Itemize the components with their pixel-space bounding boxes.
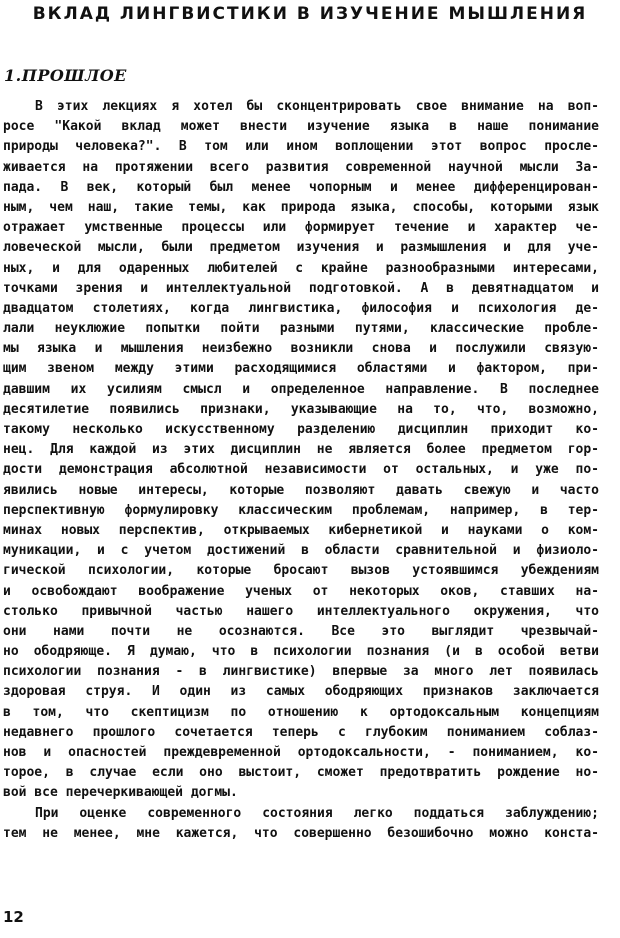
text-line: нец. Для каждой из этих дисциплин не является более предметом гор- <box>3 442 599 458</box>
text-line: двадцатом столетиях, когда лингвистика, философия и психология де- <box>3 300 599 316</box>
text-line: ных, и для одаренных любителей с крайне разнообразными интересами, <box>3 260 599 276</box>
text-line: вой все перечеркивающей догмы. <box>3 785 238 801</box>
text-line: десятилетие появились признаки, указывающие на то, что, возможно, <box>3 401 599 417</box>
text-line: В этих лекциях я хотел бы сконцентрировать свое внимание на воп- <box>35 99 599 114</box>
text-line: точками зрения и интеллектуальной подготовкой. А в девятнадцатом и <box>3 280 599 296</box>
text-line: отражает умственные процессы или формирует течение и характер че- <box>3 220 599 236</box>
text-line: гической психологии, которые бросают вызов устоявшимся убеждениям <box>3 563 599 579</box>
text-line: психологии познания - в лингвистике) впервые за много лет появилась <box>3 664 599 680</box>
text-line: пада. В век, который был менее чопорным и менее дифференцирован- <box>3 179 599 195</box>
text-line: но ободряюще. Я думаю, что в психологии познания (и в особой ветви <box>3 644 599 660</box>
text-line: дости демонстрация абсолютной независимости от остальных, и уже по- <box>3 462 599 478</box>
text-line: явились новые интересы, которые позволяют давать свежую и часто <box>3 482 599 498</box>
text-line: недавнего прошлого сочетается теперь с глубоким пониманием соблаз- <box>3 724 599 740</box>
text-line: нов и опасностей преждевременной ортодоксальности, - пониманием, ко- <box>3 745 599 760</box>
text-line: щим звеном между этими расходящимися областями и фактором, при- <box>3 361 599 377</box>
text-line: в том, что скептицизм по отношению к ортодоксальным концепциям <box>3 704 599 720</box>
text-line: лали неуклюжие попытки пойти разными путями, классические пробле- <box>3 321 599 337</box>
text-line: столько привычной частью нашего интеллектуального окружения, что <box>3 603 599 619</box>
text-line: ловеческой мысли, были предметом изучения и размышления и для уче- <box>3 240 599 256</box>
text-line: и освобождают воображение ученых от некоторых оков, ставших на- <box>3 583 599 599</box>
page-number: 12 <box>3 908 24 926</box>
text-line: муникации, и с учетом достижений в области сравнительной и физиоло- <box>3 543 599 559</box>
text-line: они нами почти не осознаются. Все это выглядит чрезвычай- <box>3 623 599 639</box>
text-line: живается на протяжении всего развития современной научной мысли За- <box>3 159 599 175</box>
text-line: тем не менее, мне кажется, что совершенно безошибочно можно конста- <box>3 825 599 841</box>
text-line: здоровая струя. И один из самых ободряющих признаков заключается <box>3 684 599 700</box>
body-text <box>3 97 599 844</box>
text-line: росе "Какой вклад может внести изучение языка в наше понимание <box>3 119 599 135</box>
text-line: При оценке современного состояния легко поддаться заблуждению; <box>35 805 599 821</box>
text-line: перспективную формулировку классическим проблемам, например, в тер- <box>3 502 599 518</box>
text-line: торое, в случае если оно выстоит, сможет предотвратить рождение но- <box>3 765 599 781</box>
section-heading: 1.ПРОШЛОЕ <box>4 66 127 85</box>
text-line: природы человека?". В том или ином воплощении этот вопрос прослe- <box>3 139 599 155</box>
text-line: минах новых перспектив, открываемых кибернетикой и науками о ком- <box>3 522 599 538</box>
text-line: такому несколько искусственному разделению дисциплин приходит ко- <box>3 422 599 437</box>
text-line: мы языка и мышления неизбежно возникли снова и послужили связую- <box>3 341 599 357</box>
text-line: ным, чем наш, такие темы, как природа языка, способы, которыми язык <box>3 199 599 215</box>
text-line: давшим их усилиям смысл и определенное направление. В последнее <box>3 381 599 397</box>
chapter-title: ВКЛАД ЛИНГВИСТИКИ В ИЗУЧЕНИЕ МЫШЛЕНИЯ <box>32 4 588 24</box>
